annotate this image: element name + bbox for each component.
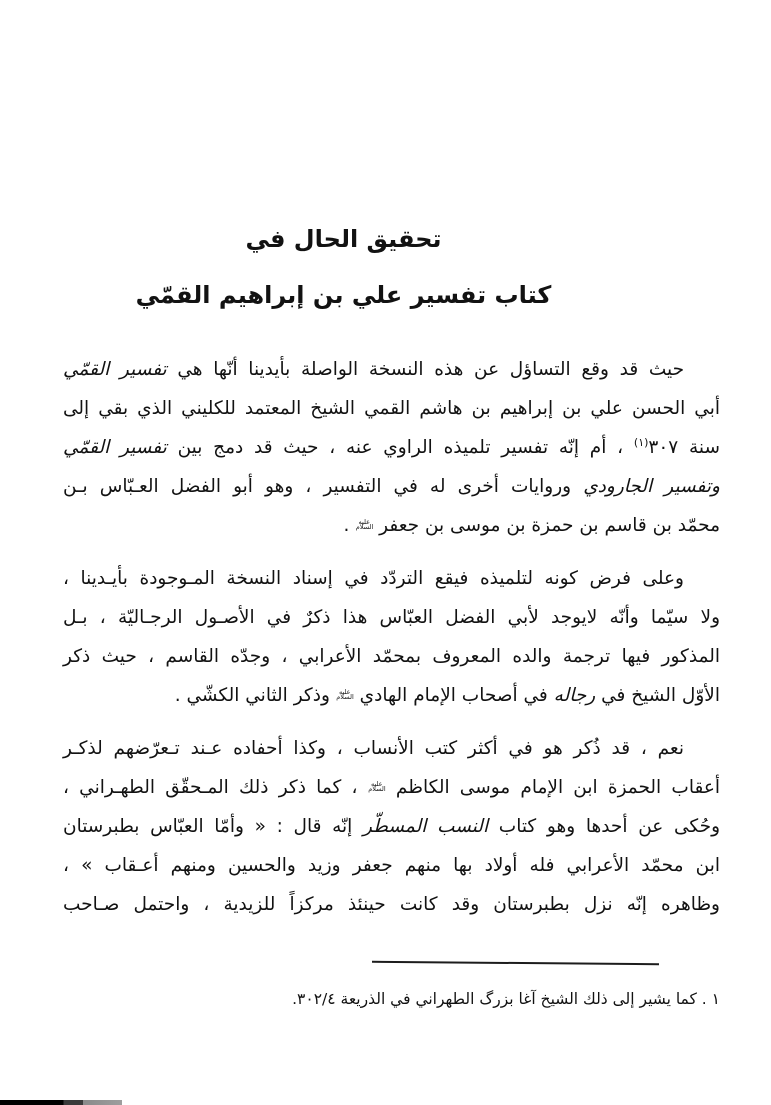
text-segment: أعقاب الحمزة ابن الإمام موسى الكاظم [385, 777, 720, 798]
body-text [63, 350, 720, 938]
text-segment: وروايات أخرى له في التفسير ، وهو أبو الفضل العـبّاس بـن [63, 476, 584, 497]
text-segment: أبي الحسن علي بن إبراهيم بن هاشم القمي الشيخ المعتمد للكليني الذي بقي إلى [63, 398, 720, 419]
scan-artifact-strip [0, 1100, 122, 1105]
text-segment: ، كما ذكر ذلك المـحقّق الطهـراني ، [63, 777, 368, 798]
honorific-mark: عليه السلام [336, 688, 354, 701]
page-title-line2: كتاب تفسير علي بن إبراهيم القمّي [135, 281, 552, 309]
paragraph [63, 559, 720, 715]
book-title-text: وتفسير الجارودي [583, 476, 720, 497]
text-segment: نعم ، قد ذُكر هو في أكثر كتب الأنساب ، وكذا أحفاده عـند تـعرّضهم لذكـر [63, 738, 684, 759]
book-title-text: تفسير القمّي [63, 437, 167, 458]
text-segment: حيث قد وقع التساؤل عن هذه النسخة الواصلة بأيدينا أنّها هي [166, 359, 685, 380]
footnote-reference: (١) [633, 436, 649, 449]
text-segment: الأوّل الشيخ في [595, 685, 720, 706]
honorific-mark: عليه السلام [355, 518, 374, 531]
text-line [63, 846, 720, 885]
text-segment: إنّه قال : « وأمّا العبّاس بطبرستان [63, 816, 364, 837]
text-segment: ولا سيّما وأنّه لايوجد لأبي الفضل العبّاس هذا ذكرٌ في الأصـول الرجـاليّة ، بـل [63, 607, 720, 628]
text-segment: المذكور فيها ترجمة والده المعروف بمحمّد الأعرابي ، وجدّه القاسم ، حيث ذكر [63, 646, 720, 667]
text-segment: ، أم إنّه تفسير تلميذه الراوي عنه ، حيث قد دمج بين [166, 437, 634, 458]
text-segment: وعلى فرض كونه لتلميذه فيقع التردّد في إسناد النسخة المـوجودة بأيـدينا ، [63, 568, 684, 589]
text-line [63, 559, 720, 598]
honorific-mark: عليه السلام [368, 780, 386, 793]
text-line [63, 428, 720, 467]
text-line [63, 467, 720, 506]
footnote-text: ١ . كما يشير إلى ذلك الشيخ آغا بزرگ الطهراني في الذريعة ٣٠٢/٤. [292, 990, 720, 1008]
book-title-text: رجاله [553, 685, 596, 706]
text-line [63, 729, 720, 768]
text-line [63, 768, 720, 807]
text-line [63, 637, 720, 676]
text-line [63, 676, 720, 715]
footnote [183, 984, 720, 1014]
page-title-line1: تحقيق الحال في [245, 225, 442, 253]
text-line [63, 350, 720, 389]
text-line [63, 885, 720, 924]
paragraph [63, 350, 720, 545]
book-title-text: النسب المسطّر [363, 816, 489, 837]
text-segment: ابن محمّد الأعرابي فله أولاد بها منهم جعفر وزيد والحسين ومنهم أعـقاب » ، [63, 855, 720, 876]
text-segment: سنة ٣٠٧ [648, 437, 720, 458]
text-segment: . [343, 515, 356, 536]
text-segment: وحُكى عن أحدها وهو كتاب [488, 816, 721, 837]
text-line [63, 389, 720, 428]
text-line [63, 807, 720, 846]
book-title-text: تفسير القمّي [63, 359, 167, 380]
text-segment: محمّد بن قاسم بن حمزة بن موسى بن جعفر [373, 515, 720, 536]
paragraph [63, 729, 720, 924]
text-line [63, 598, 720, 637]
text-segment: في أصحاب الإمام الهادي [353, 685, 554, 706]
text-line [63, 506, 720, 545]
footnote-separator [372, 961, 659, 966]
text-segment: وظاهره إنّه نزل بطبرستان وقد كانت حينئذ مركزاً للزيدية ، واحتمل صـاحب [63, 894, 720, 915]
text-segment: وذكر الثاني الكشّي . [174, 685, 336, 706]
